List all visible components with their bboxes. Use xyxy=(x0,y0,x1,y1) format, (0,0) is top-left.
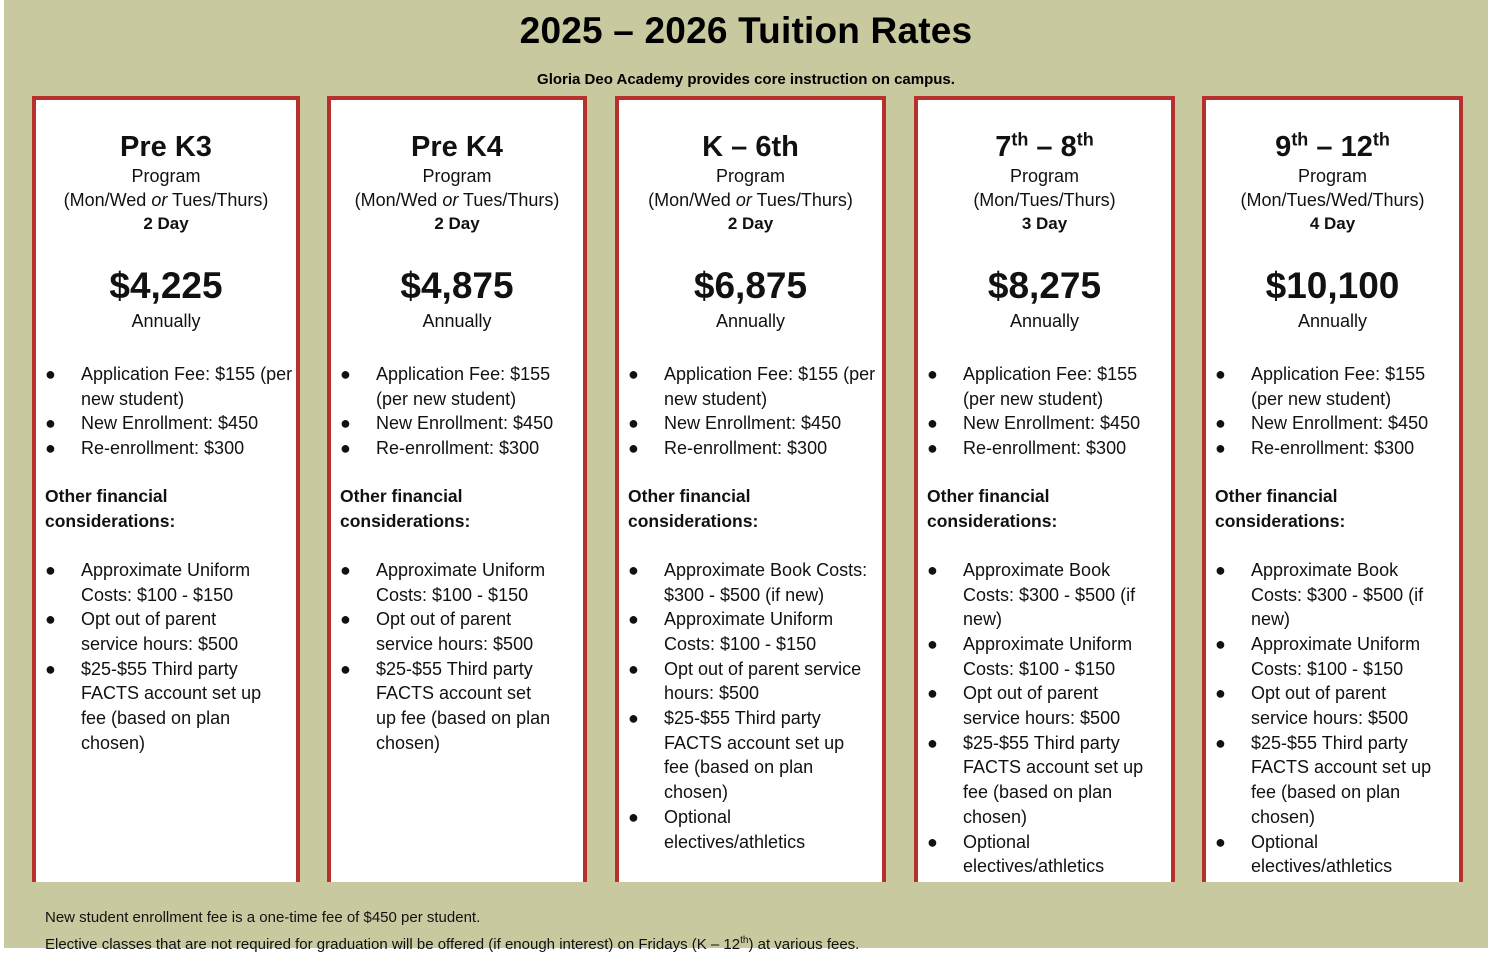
other-considerations-heading: Other financial considerations: xyxy=(1215,485,1346,531)
program-label: Program xyxy=(715,166,786,186)
list-item: ● $25-$55 Third party FACTS account set up fee (based on plan chosen) xyxy=(45,658,262,753)
fees-list xyxy=(331,362,583,461)
list-item: ● Application Fee: $155 (per new student) xyxy=(45,364,293,409)
tuition-price: $10,100 xyxy=(1265,265,1400,306)
fees-list xyxy=(36,362,296,461)
list-item: ● New Enrollment: $450 xyxy=(340,413,554,434)
tuition-price: $8,275 xyxy=(987,265,1102,306)
tuition-price: $4,225 xyxy=(109,265,223,306)
schedule: (Mon/Tues/Thurs) xyxy=(973,190,1116,210)
days-per-week: 4 Day xyxy=(1309,214,1356,233)
list-item: ● Optional electives/athletics xyxy=(1215,831,1393,877)
list-item: ● Opt out of parent service hours: $500 xyxy=(927,683,1121,729)
schedule: (Mon/Tues/Wed/Thurs) xyxy=(1240,190,1425,210)
list-item: ● Optional electives/athletics xyxy=(628,806,806,852)
days-per-week: 2 Day xyxy=(727,214,774,233)
days-per-week: 2 Day xyxy=(143,214,189,233)
days-per-week: 3 Day xyxy=(1021,214,1068,233)
grade-title: 7th – 8th xyxy=(995,129,1094,163)
list-item: ● Re-enrollment: $300 xyxy=(1215,438,1415,459)
tuition-card-k-6th xyxy=(615,96,886,882)
other-considerations-heading: Other financial considerations: xyxy=(628,485,759,531)
other-considerations-list xyxy=(918,558,1171,879)
list-item: ● Approximate Uniform Costs: $100 - $150 xyxy=(1215,633,1421,679)
list-item: ● Approximate Book Costs: $300 - $500 (if new) xyxy=(1215,559,1424,630)
program-label: Program xyxy=(131,166,201,186)
list-item: ● Opt out of parent service hours: $500 xyxy=(45,609,239,654)
grade-title: Pre K4 xyxy=(411,131,503,163)
other-considerations-heading: Other financial considerations: xyxy=(340,485,471,531)
list-item: ● Optional electives/athletics xyxy=(927,831,1105,877)
tuition-card-prek4 xyxy=(327,96,587,882)
list-item: ● $25-$55 Third party FACTS account set up fee (based on plan chosen) xyxy=(927,732,1144,827)
price-period: Annually xyxy=(715,311,786,331)
other-considerations-list xyxy=(36,558,296,756)
list-item: ● Re-enrollment: $300 xyxy=(340,438,540,459)
card-header xyxy=(36,130,296,334)
list-item: ● Application Fee: $155 (per new student) xyxy=(1215,364,1426,409)
list-item: ● Approximate Uniform Costs: $100 - $150 xyxy=(45,559,251,605)
list-item: ● Opt out of parent service hours: $500 xyxy=(1215,683,1409,729)
list-item: ● New Enrollment: $450 xyxy=(628,413,842,434)
tuition-price: $4,875 xyxy=(400,265,514,306)
other-considerations-list xyxy=(619,558,882,854)
list-item: ● $25-$55 Third party FACTS account set up fee (based on plan chosen) xyxy=(340,658,551,753)
list-item: ● Application Fee: $155 (per new student) xyxy=(927,364,1138,409)
card-header xyxy=(331,130,583,334)
fees-list xyxy=(918,362,1171,461)
card-header xyxy=(918,130,1171,334)
footer-notes xyxy=(45,906,859,956)
card-header xyxy=(1206,130,1459,334)
tuition-card-9th-12th xyxy=(1202,96,1463,882)
page-title: 2025 – 2026 Tuition Rates xyxy=(519,10,973,51)
fees-list xyxy=(1206,362,1459,461)
list-item: ● Opt out of parent service hours: $500 xyxy=(628,658,862,704)
list-item: ● Approximate Uniform Costs: $100 - $150 xyxy=(628,609,834,654)
price-period: Annually xyxy=(1009,311,1080,331)
program-label: Program xyxy=(422,166,492,186)
list-item: ● Approximate Book Costs: $300 - $500 (if new) xyxy=(628,559,868,605)
program-label: Program xyxy=(1297,166,1368,186)
footer-note-electives: Elective classes that are not required for graduation will be offered (if enough interest) on Fridays (K – 12th) at various fees. xyxy=(45,935,860,953)
list-item: ● Application Fee: $155 (per new student) xyxy=(628,364,876,409)
tuition-price: $6,875 xyxy=(693,265,808,306)
price-period: Annually xyxy=(422,311,492,331)
days-per-week: 2 Day xyxy=(434,214,480,233)
list-item: ● New Enrollment: $450 xyxy=(1215,413,1429,434)
other-considerations-heading: Other financial considerations: xyxy=(45,485,176,531)
list-item: ● New Enrollment: $450 xyxy=(45,413,259,434)
page-subtitle: Gloria Deo Academy provides core instruction on campus. xyxy=(537,71,955,88)
fees-list xyxy=(619,362,882,461)
list-item: ● Re-enrollment: $300 xyxy=(628,438,828,459)
list-item: ● Approximate Uniform Costs: $100 - $150 xyxy=(927,633,1133,679)
list-item: ● $25-$55 Third party FACTS account set up fee (based on plan chosen) xyxy=(1215,732,1432,827)
list-item: ● Opt out of parent service hours: $500 xyxy=(340,609,534,654)
price-period: Annually xyxy=(1297,311,1368,331)
list-item: ● Application Fee: $155 (per new student) xyxy=(340,364,551,409)
price-period: Annually xyxy=(131,311,201,331)
other-considerations-list xyxy=(331,558,583,756)
list-item: ● Re-enrollment: $300 xyxy=(927,438,1127,459)
tuition-card-7th-8th xyxy=(914,96,1175,882)
list-item: ● Re-enrollment: $300 xyxy=(45,438,245,459)
list-item: ● New Enrollment: $450 xyxy=(927,413,1141,434)
schedule: (Mon/Wed or Tues/Thurs) xyxy=(354,190,560,210)
grade-title: Pre K3 xyxy=(120,131,212,163)
grade-title: 9th – 12th xyxy=(1275,129,1390,163)
footer-note-enrollment: New student enrollment fee is a one-time fee of $450 per student. xyxy=(45,909,481,926)
schedule: (Mon/Wed or Tues/Thurs) xyxy=(648,190,853,210)
schedule: (Mon/Wed or Tues/Thurs) xyxy=(63,190,269,210)
tuition-card-prek3 xyxy=(32,96,300,882)
other-considerations-list xyxy=(1206,558,1459,879)
list-item: ● Approximate Book Costs: $300 - $500 (if new) xyxy=(927,559,1136,630)
program-label: Program xyxy=(1009,166,1080,186)
card-header xyxy=(619,130,882,334)
list-item: ● $25-$55 Third party FACTS account set up fee (based on plan chosen) xyxy=(628,708,845,803)
list-item: ● Approximate Uniform Costs: $100 - $150 xyxy=(340,559,546,605)
grade-title: K – 6th xyxy=(702,131,799,163)
other-considerations-heading: Other financial considerations: xyxy=(927,485,1058,531)
